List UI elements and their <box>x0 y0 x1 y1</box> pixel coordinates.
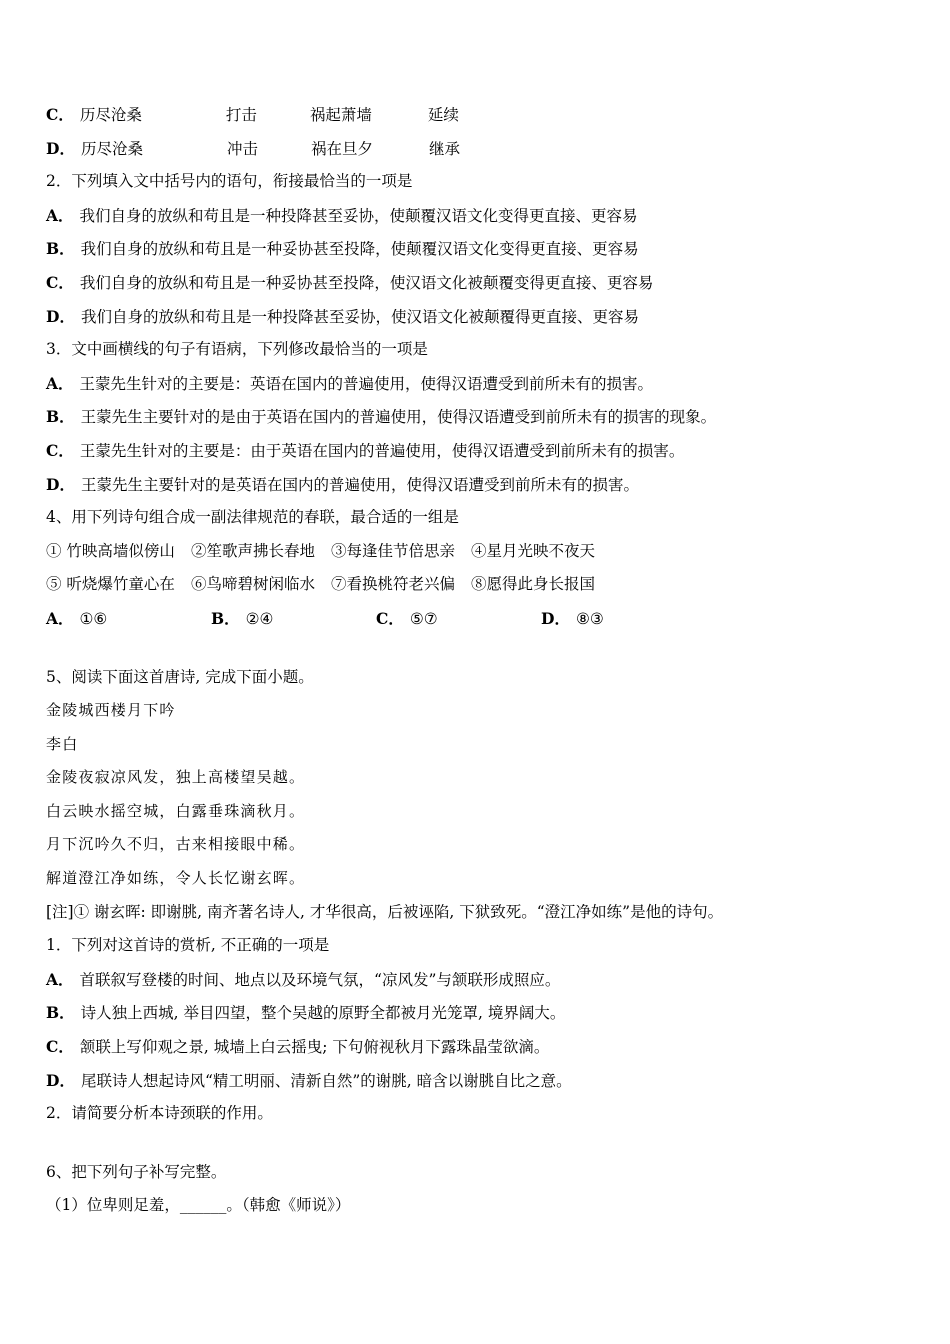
q5-sub2-stem: 2．请简要分析本诗颈联的作用。 <box>46 1104 273 1123</box>
q4-stem: 4、用下列诗句组合成一副法律规范的春联，最合适的一组是 <box>46 508 459 527</box>
poem-note: [注]① 谢玄晖: 即谢朓, 南齐著名诗人, 才华很高，后被诬陷, 下狱致死。“澄江净如练”是他的诗句。 <box>46 902 724 921</box>
q2-option-d <box>46 300 906 334</box>
couplet-line: ③每逢佳节倍思亲 <box>330 541 455 560</box>
q4-options <box>46 602 906 636</box>
q5-sub1-option-c <box>46 1030 906 1064</box>
couplet-line: ⑤ 听烧爆竹童心在 <box>46 575 175 594</box>
option-label: D． <box>46 306 75 326</box>
q4-option-d <box>541 602 706 637</box>
q4-option-c <box>376 602 541 637</box>
option-text: ①⑥ <box>79 609 108 628</box>
poem-author: 李白 <box>46 734 79 753</box>
q2-option-c <box>46 266 906 300</box>
option-text: 我们自身的放纵和苟且是一种投降甚至妥协，使颠覆汉语文化变得更直接、更容易 <box>79 206 638 225</box>
q5-sub1-stem: 1．下列对这首诗的赏析, 不正确的一项是 <box>46 936 330 955</box>
option-text: 颔联上写仰观之景, 城墙上白云摇曳; 下句俯视秋月下露珠晶莹欲滴。 <box>79 1038 550 1057</box>
option-text: 我们自身的放纵和苟且是一种投降甚至妥协，使汉语文化被颠覆得更直接、更容易 <box>80 307 639 326</box>
option-label: C． <box>46 440 74 460</box>
option-label: B． <box>46 239 75 259</box>
q3-option-b <box>46 400 906 434</box>
option-cell: 历尽沧桑 <box>79 106 142 124</box>
option-text: 王蒙先生主要针对的是由于英语在国内的普遍使用，使得汉语遭受到前所未有的损害的现象。 <box>80 408 717 427</box>
q5-sub1-option-b <box>46 996 906 1030</box>
q6-item-1: （1）位卑则足羞，______。（韩愈《师说》） <box>46 1196 351 1215</box>
q4-couplet-row-1 <box>46 535 906 569</box>
q5-sub1-option-a <box>46 963 906 997</box>
option-cell: 延续 <box>427 106 459 124</box>
option-text: 尾联诗人想起诗风“精工明丽、清新自然”的谢朓, 暗含以谢朓自比之意。 <box>80 1071 572 1090</box>
option-text: ⑧③ <box>575 609 604 628</box>
option-label: C． <box>46 1037 74 1057</box>
option-text: 王蒙先生针对的主要是：由于英语在国内的普遍使用，使得汉语遭受到前所未有的损害。 <box>79 441 685 460</box>
option-label: D． <box>541 608 570 628</box>
option-label: B． <box>46 1003 75 1023</box>
option-label: C． <box>376 608 404 628</box>
poem-title: 金陵城西楼月下吟 <box>46 701 176 720</box>
couplet-line: ⑦看换桃符老兴偏 <box>330 575 455 594</box>
option-label: D． <box>46 474 75 494</box>
option-label: C． <box>46 272 74 292</box>
option-text: 首联叙写登楼的时间、地点以及环境气氛，“凉风发”与颔联形成照应。 <box>79 970 561 989</box>
couplet-line: ⑧愿得此身长报国 <box>470 575 595 594</box>
option-cell: 继承 <box>428 139 460 158</box>
q5-sub1-option-d <box>46 1064 906 1098</box>
option-text: 我们自身的放纵和苟且是一种妥协甚至投降，使汉语文化被颠覆变得更直接、更容易 <box>79 273 654 292</box>
q3-option-c <box>46 434 906 468</box>
option-label: D． <box>46 138 75 158</box>
q1-option-c <box>46 98 906 132</box>
q3-option-d <box>46 468 906 502</box>
section-gap <box>46 636 906 661</box>
poem-line: 解道澄江净如练，令人长忆谢玄晖。 <box>46 869 306 888</box>
q2-option-a <box>46 199 906 233</box>
option-label: A． <box>46 608 74 628</box>
option-label: D． <box>46 1070 75 1090</box>
couplet-line: ④星月光映不夜天 <box>470 541 595 560</box>
option-cell: 打击 <box>225 106 257 124</box>
option-text: ⑤⑦ <box>409 609 438 628</box>
poem-line: 月下沉吟久不归，古来相接眼中稀。 <box>46 835 306 854</box>
option-label: A． <box>46 969 74 989</box>
section-gap <box>46 1131 906 1156</box>
couplet-line: ⑥鸟啼碧树闲临水 <box>190 575 315 594</box>
couplet-line: ① 竹映高墙似傍山 <box>46 541 175 560</box>
couplet-line: ②笙歌声拂长春地 <box>190 541 315 560</box>
q6-stem: 6、把下列句子补写完整。 <box>46 1162 227 1181</box>
q3-option-a <box>46 367 906 401</box>
option-text: 诗人独上西城, 举目四望，整个吴越的原野全都被月光笼罩, 境界阔大。 <box>80 1004 566 1023</box>
q5-stem: 5、阅读下面这首唐诗, 完成下面小题。 <box>46 667 314 686</box>
option-cell: 祸在旦夕 <box>310 139 373 158</box>
option-cell: 历尽沧桑 <box>80 139 143 158</box>
document-page <box>46 98 906 1223</box>
option-cell: 祸起萧墙 <box>309 106 372 124</box>
q4-option-a <box>46 602 211 637</box>
poem-line: 白云映水摇空城，白露垂珠滴秋月。 <box>46 801 306 820</box>
option-text: 王蒙先生针对的主要是：英语在国内的普遍使用，使得汉语遭受到前所未有的损害。 <box>79 374 654 393</box>
poem-line: 金陵夜寂凉风发，独上高楼望吴越。 <box>46 768 306 787</box>
option-text: 我们自身的放纵和苟且是一种妥协甚至投降，使颠覆汉语文化变得更直接、更容易 <box>80 240 639 259</box>
q2-stem: 2．下列填入文中括号内的语句，衔接最恰当的一项是 <box>46 172 413 191</box>
option-cell: 冲击 <box>226 139 258 158</box>
q4-option-b <box>211 602 376 637</box>
option-label: A． <box>46 373 74 393</box>
option-text: 王蒙先生主要针对的是英语在国内的普遍使用，使得汉语遭受到前所未有的损害。 <box>80 475 639 494</box>
option-label: B． <box>46 407 75 427</box>
q3-stem: 3．文中画横线的句子有语病，下列修改最恰当的一项是 <box>46 340 428 359</box>
q1-option-d <box>46 132 906 166</box>
q4-couplet-row-2 <box>46 568 906 602</box>
option-label: B． <box>211 608 240 628</box>
option-label: A． <box>46 205 74 225</box>
option-text: ②④ <box>245 609 274 628</box>
q2-option-b <box>46 232 906 266</box>
option-label: C． <box>46 105 74 124</box>
